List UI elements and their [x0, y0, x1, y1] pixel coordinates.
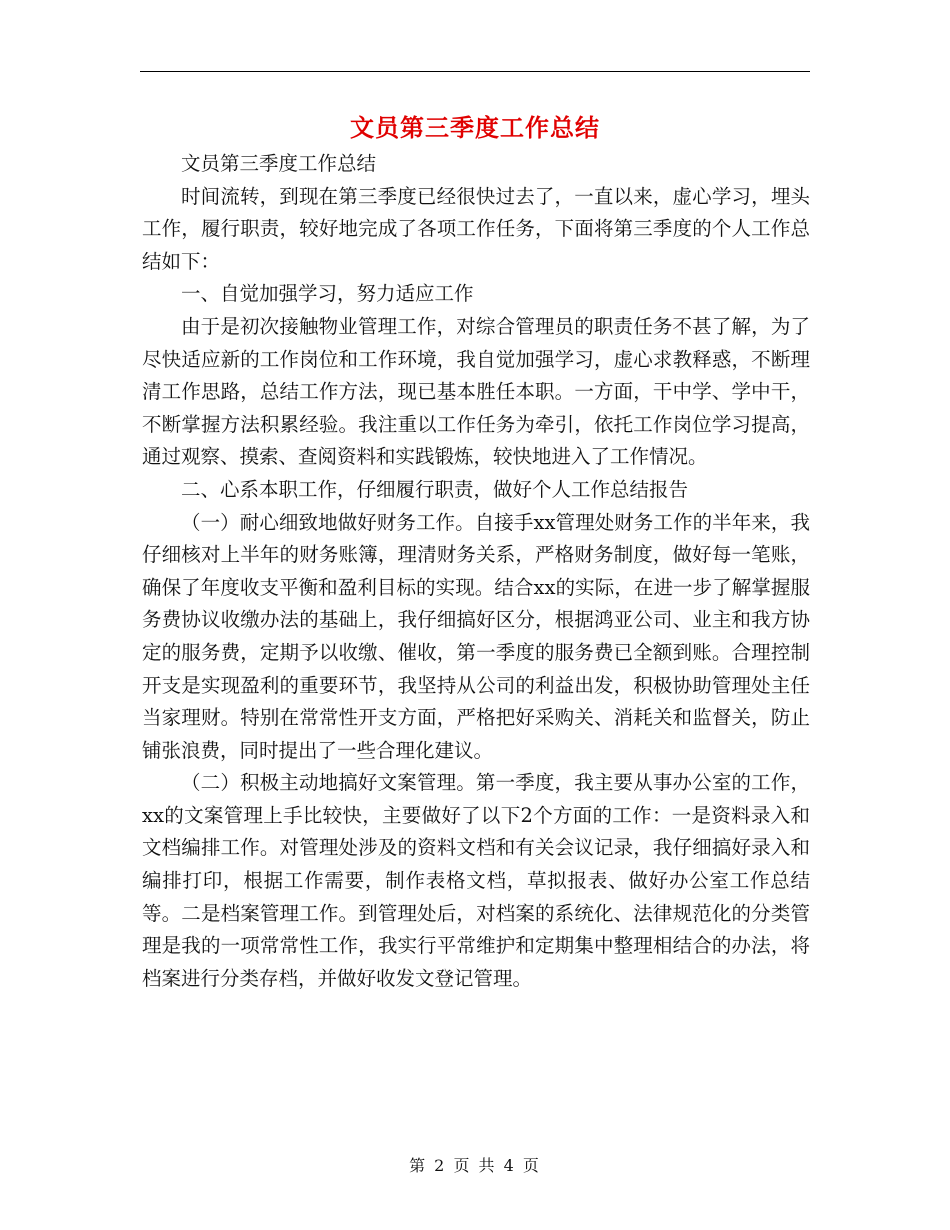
document-body	[142, 148, 810, 995]
paragraph-documents: （二）积极主动地搞好文案管理。第一季度，我主要从事办公室的工作，xx的文案管理上手比较快，主要做好了以下2个方面的工作：一是资料录入和文档编排工作。对管理处涉及的资料文档和有关会议记录，我仔细搞好录入和编排打印，根据工作需要，制作表格文档，草拟报表、做好办公室工作总结等。二是档案管理工作。到管理处后，对档案的系统化、法律规范化的分类管理是我的一项常常性工作，我实行平常维护和定期集中整理相结合的办法，将档案进行分类存档，并做好收发文登记管理。	[142, 771, 810, 990]
section-heading-1: 一、自觉加强学习，努力适应工作	[181, 282, 474, 306]
paragraph-intro: 时间流转，到现在第三季度已经很快过去了，一直以来，虚心学习，埋头工作，履行职责，较好地完成了各项工作任务，下面将第三季度的个人工作总结如下：	[142, 184, 810, 273]
header-rule	[140, 71, 810, 72]
paragraph-finance: （一）耐心细致地做好财务工作。自接手xx管理处财务工作的半年来，我仔细核对上半年的财务账簿，理清财务关系，严格财务制度，做好每一笔账，确保了年度收支平衡和盈利目标的实现。结合xx的实际，在进一步了解掌握服务费协议收缴办法的基础上，我仔细搞好区分，根据鸿亚公司、业主和我方协定的服务费，定期予以收缴、催收，第一季度的服务费已全额到账。合理控制开支是实现盈利的重要环节，我坚持从公司的利益出发，积极协助管理处主任当家理财。特别在常常性开支方面，严格把好采购关、消耗关和监督关，防止铺张浪费，同时提出了一些合理化建议。	[142, 510, 810, 762]
paragraph-heading: 文员第三季度工作总结	[181, 152, 377, 175]
document-title: 文员第三季度工作总结	[350, 114, 600, 142]
section-heading-2: 二、心系本职工作，仔细履行职责，做好个人工作总结报告	[181, 477, 689, 501]
paragraph-section-1: 由于是初次接触物业管理工作，对综合管理员的职责任务不甚了解，为了尽快适应新的工作岗位和工作环境，我自觉加强学习，虚心求教释惑，不断理清工作思路，总结工作方法，现已基本胜任本职。一方面，干中学、学中干，不断掌握方法积累经验。我注重以工作任务为牵引，依托工作岗位学习提高，通过观察、摸索、查阅资料和实践锻炼，较快地进入了工作情况。	[142, 314, 810, 469]
page-number: 第 2 页 共 4 页	[409, 1156, 541, 1175]
